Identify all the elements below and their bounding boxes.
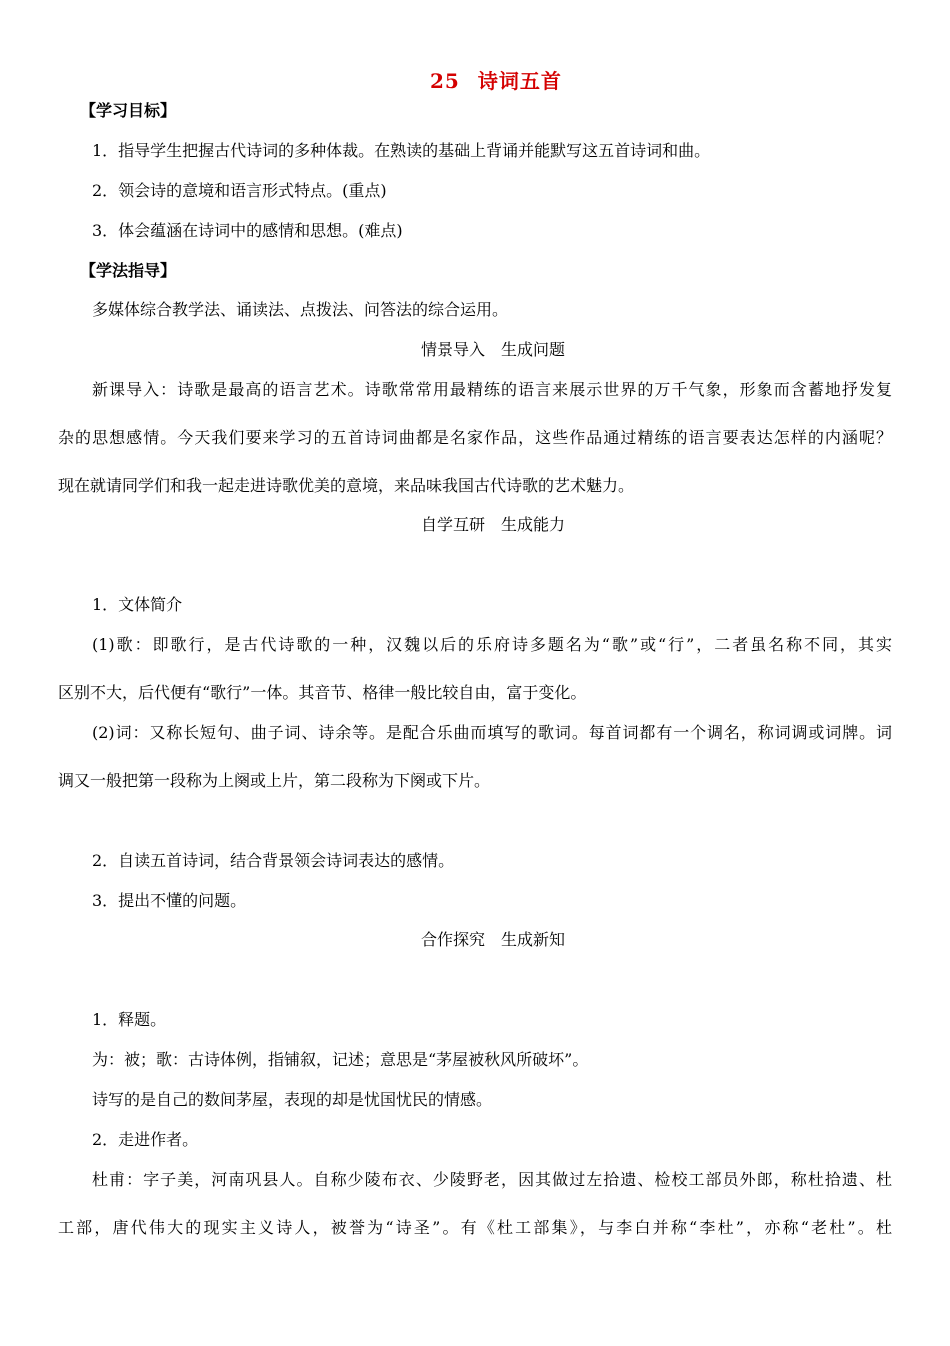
genre-ge-line: 区别不大，后代便有“歌行”一体。其音节、格律一般比较自由，富于变化。: [58, 683, 587, 702]
author-paragraph-line: 杜甫：字子美，河南巩县人。自称少陵布衣、少陵野老，因其做过左拾遗、检校工部员外郎，称杜拾遗、杜: [92, 1170, 892, 1189]
goal-item: 2．领会诗的意境和语言形式特点。(重点): [92, 181, 387, 200]
goal-item: 1．指导学生把握古代诗词的多种体裁。在熟读的基础上背诵并能默写这五首诗词和曲。: [92, 141, 711, 160]
author-paragraph-line: 工部，唐代伟大的现实主义诗人，被誉为“诗圣”。有《杜工部集》，与李白并称“李杜”，亦称“老杜”。杜: [58, 1218, 892, 1237]
genre-intro-title: 1．文体简介: [92, 595, 183, 614]
goal-item: 3．体会蕴涵在诗词中的感情和思想。(难点): [92, 221, 403, 240]
genre-ci-line: 调又一般把第一段称为上阕或上片，第二段称为下阕或下片。: [58, 771, 491, 790]
genre-ci-line: (2)词：又称长短句、曲子词、诗余等。是配合乐曲而填写的歌词。每首词都有一个调名，称词调或词牌。词: [92, 723, 892, 742]
page-title: [430, 71, 562, 91]
section-heading-intro: 情景导入 生成问题: [420, 340, 565, 359]
section-heading-self-study: 自学互研 生成能力: [420, 515, 565, 534]
study-method-heading: 【学法指导】: [80, 261, 177, 280]
intro-paragraph-line: 现在就请同学们和我一起走进诗歌优美的意境，来品味我国古代诗歌的艺术魅力。: [58, 476, 635, 495]
title-text: 诗词五首: [477, 69, 562, 93]
title-explanation-line: 诗写的是自己的数间茅屋，表现的却是忧国忧民的情感。: [92, 1090, 493, 1109]
genre-ge-line: (1)歌：即歌行，是古代诗歌的一种，汉魏以后的乐府诗多题名为“歌”或“行”，二者虽名称不同，其实: [92, 635, 892, 654]
title-explanation-line: 为：被；歌：古诗体例，指铺叙，记述；意思是“茅屋被秋风所破坏”。: [92, 1050, 589, 1069]
self-study-item-2: 2．自读五首诗词，结合背景领会诗词表达的感情。: [92, 851, 455, 870]
title-number: 25: [430, 69, 460, 93]
title-explanation-heading: 1．释题。: [92, 1010, 167, 1029]
learning-goals-heading: 【学习目标】: [80, 101, 177, 120]
intro-paragraph-line: 新课导入：诗歌是最高的语言艺术。诗歌常常用最精练的语言来展示世界的万千气象，形象而含蓄地抒发复: [92, 380, 892, 399]
self-study-item-3: 3．提出不懂的问题。: [92, 891, 247, 910]
author-heading: 2．走进作者。: [92, 1130, 199, 1149]
intro-paragraph-line: 杂的思想感情。今天我们要来学习的五首诗词曲都是名家作品，这些作品通过精练的语言要表达怎样的内涵呢？: [58, 428, 892, 447]
study-method-text: 多媒体综合教学法、诵读法、点拨法、问答法的综合运用。: [92, 300, 509, 319]
section-heading-cooperative: 合作探究 生成新知: [420, 930, 565, 949]
